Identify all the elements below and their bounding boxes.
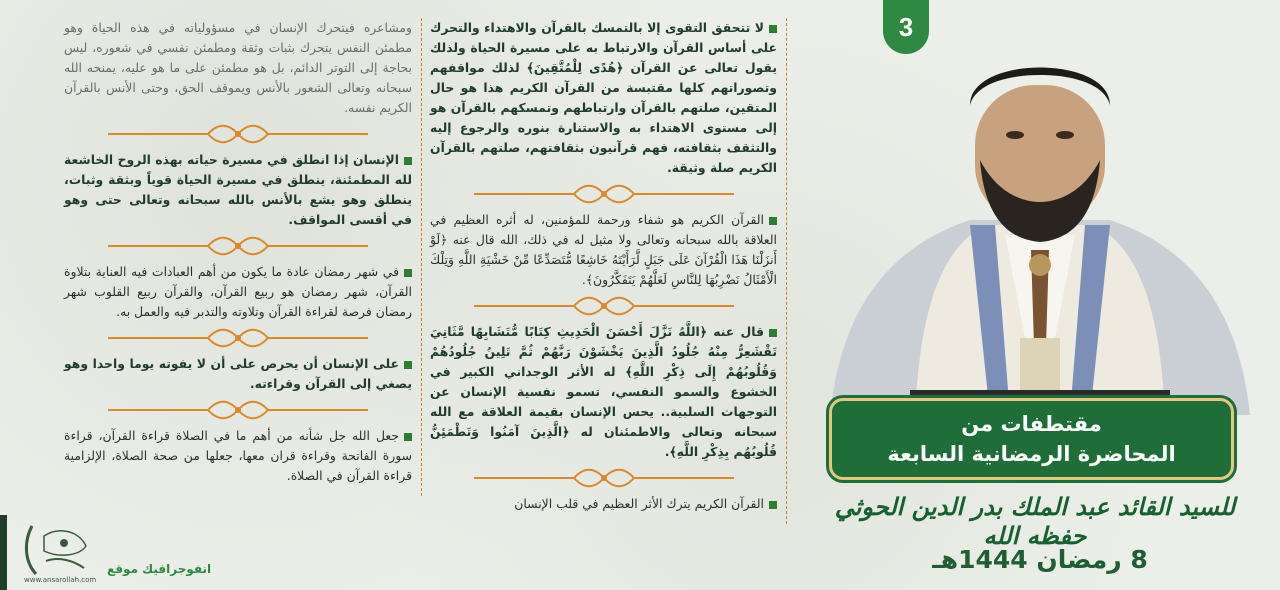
logo-url: www.ansarollah.com bbox=[24, 576, 97, 584]
bullet-icon bbox=[404, 433, 412, 441]
speaker-portrait bbox=[820, 20, 1260, 415]
ornament-divider bbox=[64, 122, 412, 146]
bullet-icon bbox=[769, 501, 777, 509]
bullet-icon bbox=[404, 361, 412, 369]
paragraph-mid-2: القرآن الكريم هو شفاء ورحمة للمؤمنين، له أثره العظيم في العلاقة بالله سبحانه وتعالى ولا مثيل له في ذلك، الله قال عنه ﴿لَوْ أَنزَلْنَا هَذَا الْقُرْآنَ عَلَى جَبَلٍ لَّرَأَيْتَهُ خَاشِعًا مُّتَصَدِّعًا مِّنْ خَشْيَةِ اللَّهِ وَتِلْكَ الْأَمْثَالُ نَضْرِبُهَا لِلنَّاسِ لَعَلَّهُمْ يَتَفَكَّرُونَ﴾. bbox=[430, 212, 777, 287]
ansarollah-logo-icon bbox=[14, 516, 97, 584]
paragraph-mid-3: قال عنه ﴿اللَّهُ نَزَّلَ أَحْسَنَ الْحَدِيثِ كِتَابًا مُّتَشَابِهًا مَّثَانِيَ تَقْشَعِرُّ مِنْهُ جُلُودُ الَّذِينَ يَخْشَوْنَ رَبَّهُمْ ثُمَّ تَلِينُ جُلُودُهُمْ وَقُلُوبُهُمْ إِلَى ذِكْرِ اللَّهِ﴾ له الأثر الوجداني الكبير في الخشوع والسمو النفسي، تسمو نفسية الإنسان عن التوجهات السلبية.. يحس الإنسان بقيمة العلاقة مع الله سبحانه وتعالى والاطمئنان له ﴿الَّذِينَ آمَنُوا وَتَطْمَئِنُّ قُلُوبُهُم بِذِكْرِ اللَّهِ﴾. bbox=[430, 324, 777, 459]
ornament-divider bbox=[64, 326, 412, 350]
bullet-icon bbox=[769, 329, 777, 337]
paragraph-left-3: في شهر رمضان عادة ما يكون من أهم العبادات فيه العناية بتلاوة القرآن، شهر رمضان هو ربيع القرآن، والقرآن ربيع القلوب شهر رمضان فرصة لقراءة القرآن وتلاوته والتدبر فيه والعمل به. bbox=[64, 264, 412, 319]
title-line-2: المحاضرة الرمضانية السابعة bbox=[887, 442, 1176, 466]
bullet-icon bbox=[404, 269, 412, 277]
ornament-divider bbox=[430, 182, 777, 206]
paragraph-mid-4: القرآن الكريم يترك الأثر العظيم في قلب الإنسان bbox=[430, 494, 777, 514]
ornament-divider bbox=[64, 398, 412, 422]
site-label: انفوجرافيك موقع bbox=[107, 562, 212, 576]
bullet-icon bbox=[769, 217, 777, 225]
left-text-column bbox=[64, 18, 412, 486]
paragraph-left-5: جعل الله جل شأنه من أهم ما في الصلاة قراءة القرآن، قراءة سورة الفاتحة وقراءة قران معها، جعلها من صحة الصلاة، الإلزامية قراءة القرآن في الصلاة. bbox=[64, 428, 412, 483]
paragraph-mid-1: لا تتحقق التقوى إلا بالتمسك بالقرآن والاهتداء والتحرك على أساس القرآن والارتباط به على مسيرة الحياة ولذلك يقول تعالى عن القرآن ﴿هُدًى لِلْمُتَّقِينَ﴾ لذلك مواقفهم وتصوراتهم كلها مقتبسة من القرآن الكريم هذا هو حال المتقين، صلتهم بالقرآن وارتباطهم وتمسكهم بالقرآن هو إلى مستوى الاهتداء به والاستنارة بنوره والرجوع إليه والتثقف بثقافته، فهم قرآنيون بثقافتهم، صلتهم بالقرآن الكريم صلة وثيقة. bbox=[430, 20, 777, 175]
ornament-divider bbox=[430, 466, 777, 490]
paragraph-left-4: على الإنسان أن يحرص على أن لا يفوته يوما واحدا وهو يصغي إلى القرآن وقراءته. bbox=[64, 356, 412, 391]
bullet-icon bbox=[404, 157, 412, 165]
paragraph-left-1: ومشاعره فيتحرك الإنسان في مسؤولياته في هذه الحياة وهو مطمئن النفس يتحرك بثبات وثقة ومطمئن نفسي في شعوره، ليس بحاجة إلى التوتر الدائم، بل هو مطمئن على ما هو عليه، يمنحه الله سبحانه وتعالى الشعور بالأنس ويموقف الحق، وحتى الأنس بالقرآن الكريم نفسه. bbox=[64, 20, 412, 115]
number-badge: 3 bbox=[883, 0, 929, 54]
title-line-1: مقتطفات من bbox=[961, 412, 1102, 436]
date-label: 8 رمضان 1444هـ bbox=[932, 545, 1148, 574]
middle-text-column bbox=[430, 18, 777, 514]
ornament-divider bbox=[430, 294, 777, 318]
ornament-divider bbox=[64, 234, 412, 258]
speaker-calligraphy: للسيد القائد عبد الملك بدر الدين الحوثي حفظه الله bbox=[834, 492, 1236, 550]
paragraph-left-2: الإنسان إذا انطلق في مسيرة حياته بهذه الروح الخاشعة لله المطمئنة، ينطلق في مسيرة الحياة قوياً وبثقة وثبات، ينطلق وهو يشع بالأنس بالله سبحانه وتعالى حتى وهو في أقسى المواقف. bbox=[64, 152, 412, 227]
bullet-icon bbox=[769, 25, 777, 33]
title-box bbox=[829, 398, 1234, 480]
side-accent-bar bbox=[0, 515, 7, 590]
